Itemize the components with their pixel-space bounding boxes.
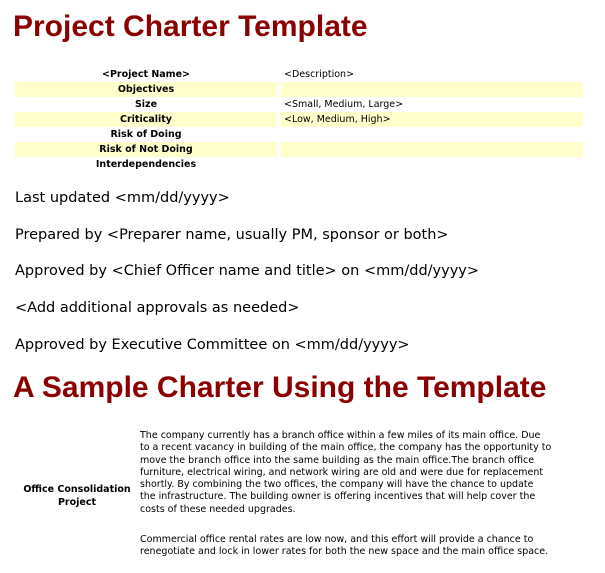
field-value <box>281 82 583 97</box>
last-updated-line: Last updated <mm/dd/yyyy> <box>15 190 230 206</box>
table-row <box>15 67 583 82</box>
table-row <box>15 112 583 127</box>
field-label: Objectives <box>15 82 277 97</box>
field-value <box>281 142 583 157</box>
field-label: Size <box>134 99 158 110</box>
field-value <box>281 157 583 172</box>
field-label: Risk of Not Doing <box>15 142 277 157</box>
page-title: Project Charter Template <box>13 10 368 43</box>
table-row <box>15 127 583 142</box>
field-value: <Small, Medium, Large> <box>284 99 404 110</box>
field-label: Risk of Doing <box>110 129 182 140</box>
field-value <box>281 127 583 142</box>
sample-heading: A Sample Charter Using the Template <box>13 371 547 404</box>
table-row <box>15 97 583 112</box>
executive-approval-line: Approved by Executive Committee on <mm/dd/yyyy> <box>15 337 410 353</box>
table-row <box>15 157 583 172</box>
prepared-by-line: Prepared by <Preparer name, usually PM, sponsor or both> <box>15 227 449 243</box>
approved-by-line: Approved by <Chief Officer name and title> on <mm/dd/yyyy> <box>15 263 480 279</box>
project-name-label: Office Consolidation Project <box>23 484 131 508</box>
additional-approvals-line: <Add additional approvals as needed> <box>15 300 300 316</box>
field-value: <Description> <box>284 69 355 80</box>
charter-fields-table <box>15 67 583 172</box>
project-description: The company currently has a branch office within a few miles of its main office. Due to a recent vacancy in building of the main office, the company has the opportunity to move the branch office into the same building as the main office.The branch office furniture, electrical wiring, and network wiring are old and were due for replacement shortly. By combining the two offices, the company will have the chance to update the infrastructure. The building owner is offering incentives that will help cover the costs of these needed upgrades. <box>140 430 552 515</box>
field-label: Criticality <box>15 112 277 127</box>
field-label: <Project Name> <box>102 69 190 80</box>
project-description-continued: Commercial office rental rates are low now, and this effort will provide a chance to renegotiate and lock in lower rates for both the new space and the main office space. <box>140 534 549 558</box>
table-row <box>15 82 583 97</box>
table-row <box>15 142 583 157</box>
field-label: Interdependencies <box>95 159 197 170</box>
field-value: <Low, Medium, High> <box>281 112 583 127</box>
